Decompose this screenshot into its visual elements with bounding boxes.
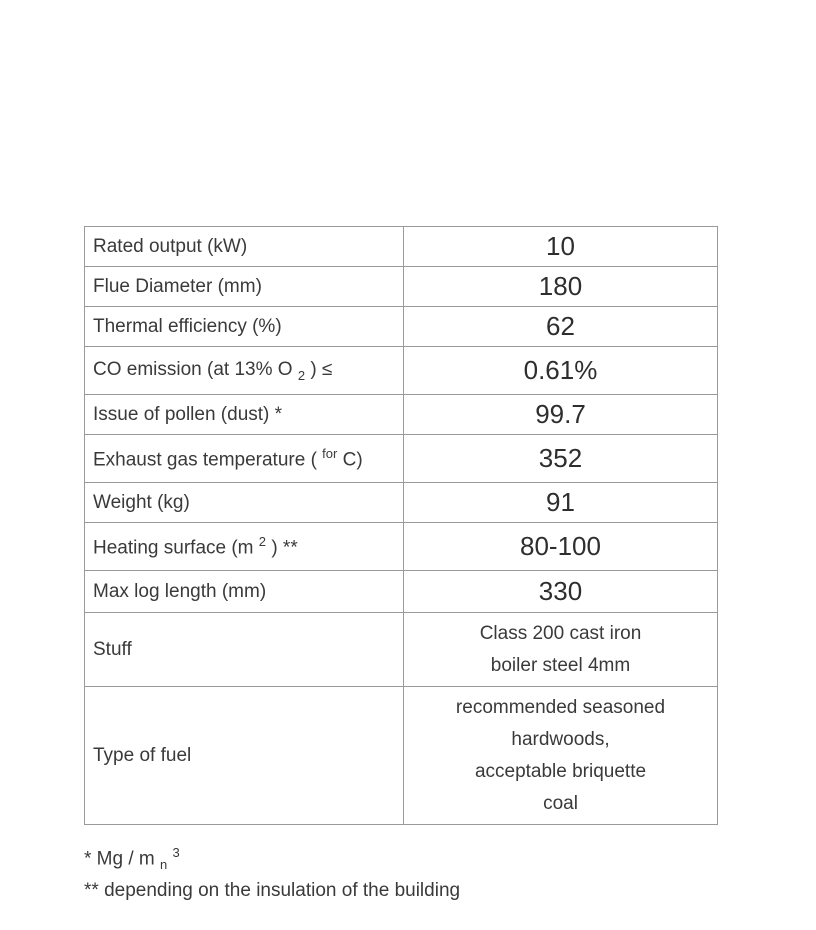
label-superscript: 2 xyxy=(258,533,267,549)
value-line: recommended seasoned xyxy=(455,696,666,718)
row-label: Max log length (mm) xyxy=(85,571,404,613)
label-text: C) xyxy=(342,449,363,471)
value-line: coal xyxy=(543,792,578,814)
row-label xyxy=(85,435,404,483)
footnote-superscript: 3 xyxy=(172,845,180,860)
row-value: 80-100 xyxy=(404,523,718,571)
row-value xyxy=(404,687,718,825)
row-value: 62 xyxy=(404,307,718,347)
row-label: Stuff xyxy=(85,613,404,687)
label-text: Exhaust gas temperature ( xyxy=(93,449,317,471)
label-text: Heating surface (m xyxy=(93,537,254,559)
footnote-2: ** depending on the insulation of the building xyxy=(84,880,461,901)
row-value: 0.61% xyxy=(404,347,718,395)
row-label: Issue of pollen (dust) * xyxy=(85,395,404,435)
row-value: 99.7 xyxy=(404,395,718,435)
table-row xyxy=(85,523,718,571)
label-superscript: for xyxy=(322,445,338,461)
specifications-table xyxy=(84,226,718,825)
label-text: ) ** xyxy=(271,537,298,559)
row-label: Weight (kg) xyxy=(85,483,404,523)
value-line: acceptable briquette xyxy=(474,760,647,782)
table-row xyxy=(85,395,718,435)
table-row xyxy=(85,483,718,523)
footnote-1 xyxy=(84,834,460,872)
table-row xyxy=(85,571,718,613)
row-value: 91 xyxy=(404,483,718,523)
row-label: Type of fuel xyxy=(85,687,404,825)
footnote-subscript: n xyxy=(160,857,168,873)
value-line: Class 200 cast iron xyxy=(479,622,642,644)
table-row xyxy=(85,307,718,347)
footnote-text: * Mg / m xyxy=(84,848,155,870)
table-row xyxy=(85,613,718,687)
row-value xyxy=(404,613,718,687)
row-value: 180 xyxy=(404,267,718,307)
table-row xyxy=(85,347,718,395)
value-line: boiler steel 4mm xyxy=(490,654,631,676)
footnotes xyxy=(84,834,460,910)
value-line: hardwoods, xyxy=(511,728,610,750)
row-label xyxy=(85,523,404,571)
table-row xyxy=(85,687,718,825)
row-value: 352 xyxy=(404,435,718,483)
table-row xyxy=(85,227,718,267)
row-label: Flue Diameter (mm) xyxy=(85,267,404,307)
label-subscript: 2 xyxy=(297,367,306,383)
table-row xyxy=(85,267,718,307)
label-text: CO emission (at 13% O xyxy=(93,358,293,380)
table-row xyxy=(85,435,718,483)
label-text: ) ≤ xyxy=(310,358,333,380)
row-label: Rated output (kW) xyxy=(85,227,404,267)
row-value: 330 xyxy=(404,571,718,613)
row-label xyxy=(85,347,404,395)
row-label: Thermal efficiency (%) xyxy=(85,307,404,347)
row-value: 10 xyxy=(404,227,718,267)
